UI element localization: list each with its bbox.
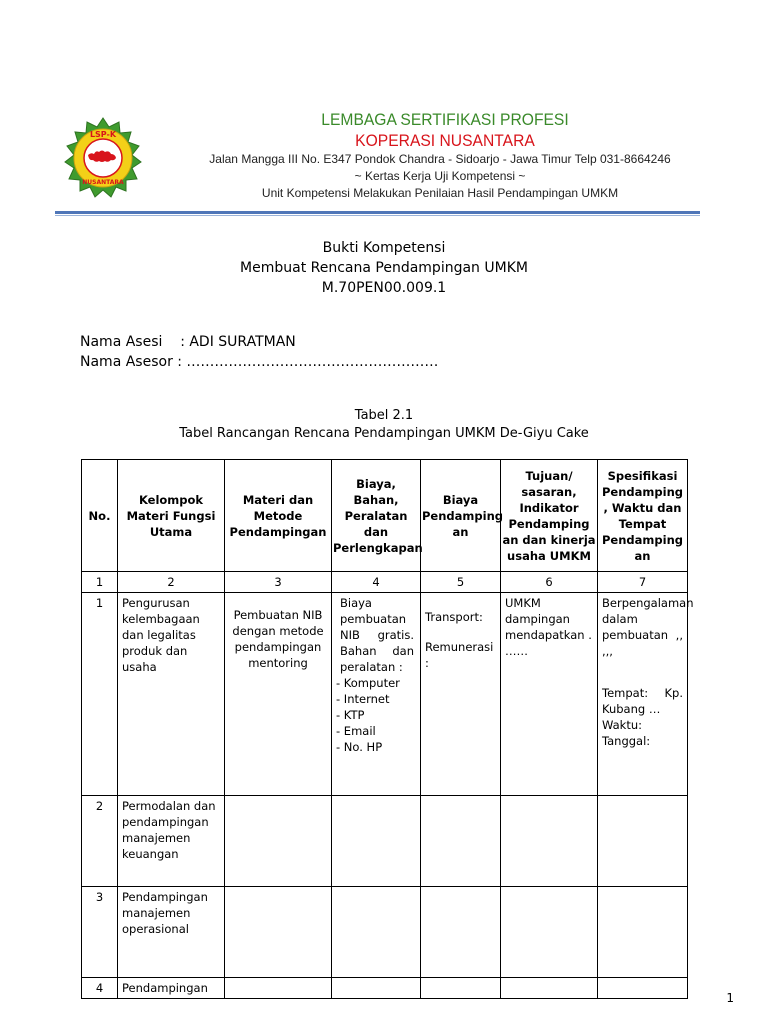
table-caption: Tabel Rancangan Rencana Pendampingan UMKM De-Giyu Cake [179,426,589,441]
org-name-line2: KOPERASI NUSANTARA [355,131,535,150]
page-number: 1 [726,991,734,1005]
biaya-item: - Komputer [336,676,400,690]
col-header-tujuan: Tujuan/ sasaran, Indikator Pendamping an dan kinerja usaha UMKM [501,460,598,572]
table-row [82,978,688,999]
col-number: 2 [118,572,225,593]
lsp-logo [62,117,144,199]
spesifikasi-tempat: Tempat: Kp. Kubang … [602,686,683,716]
col-header-biaya-pendampingan: Biaya Pendamping an [421,460,501,572]
header-divider [55,211,700,214]
spesifikasi-tanggal: Tanggal: [602,734,651,748]
col-header-biaya-bahan: Biaya, Bahan, Peralatan dan Perlengkapan [332,460,421,572]
plan-table [81,459,694,999]
unit-title: Unit Kompetensi Melakukan Penilaian Hasil Pendampingan UMKM [261,186,619,200]
table-row [82,887,688,978]
biaya-item: - Internet [336,692,390,706]
col-number: 7 [598,572,688,593]
doc-code: M.70PEN00.009.1 [321,280,447,296]
row-tujuan: UMKM dampingan mendapatkan . …… [501,593,598,796]
row-no: 3 [82,887,118,978]
row-biaya-pendampingan [421,593,501,796]
doc-subtitle: ~ Kertas Kerja Uji Kompetensi ~ [354,169,526,183]
table-label: Tabel 2.1 [354,408,414,423]
biaya-item: - No. HP [336,740,383,754]
biaya-item: - Email [336,724,376,738]
spesifikasi-pengalaman: Berpengalaman dalam pembuatan ,, ,,, [602,596,694,658]
col-number: 4 [332,572,421,593]
biaya-item: - KTP [336,708,365,722]
col-number: 1 [82,572,118,593]
header-divider-thin [55,215,700,216]
biaya-remunerasi: Remunerasi : [425,640,494,670]
biaya-bahan-intro: Biaya pembuatan NIB gratis. Bahan dan peralatan : [340,596,414,674]
table-row [82,796,688,887]
col-header-no: No. [82,460,118,572]
row-materi: Pembuatan NIB dengan metode pendampingan mentoring [225,593,332,796]
table-header-row [82,460,688,572]
row-kelompok: Pengurusan kelembagaan dan legalitas produk dan usaha [118,593,225,796]
row-kelompok: Pendampingan manajemen operasional [118,887,225,978]
org-name-line1: LEMBAGA SERTIFIKASI PROFESI [321,110,569,129]
col-header-materi: Materi dan Metode Pendampingan [225,460,332,572]
row-spesifikasi [598,593,694,796]
org-address: Jalan Mangga III No. E347 Pondok Chandra - Sidoarjo - Jawa Timur Telp 031-8664246 [209,152,671,166]
col-number: 3 [225,572,332,593]
row-biaya-bahan [332,593,421,796]
row-kelompok: Permodalan dan pendampingan manajemen keuangan [118,796,225,887]
biaya-transport: Transport: [425,610,483,624]
row-no: 2 [82,796,118,887]
row-no: 4 [82,978,118,999]
asesi-name: Nama Asesi : ADI SURATMAN [80,334,296,350]
doc-title: Bukti Kompetensi [322,240,446,256]
col-number: 6 [501,572,598,593]
col-header-kelompok: Kelompok Materi Fungsi Utama [118,460,225,572]
asesor-name: Nama Asesor : ……………………………………………… [80,354,439,370]
table-row [82,593,688,796]
doc-title-2: Membuat Rencana Pendampingan UMKM [240,260,528,276]
row-kelompok: Pendampingan [118,978,225,999]
spesifikasi-waktu: Waktu: [602,718,643,732]
col-header-spesifikasi: Spesifikasi Pendamping , Waktu dan Tempat Pendamping an [598,460,688,572]
col-number: 5 [421,572,501,593]
logo-top-text: LSP-K [89,130,117,139]
table-number-row [82,572,688,593]
logo-bottom-text: NUSANTARA [82,179,124,186]
row-no: 1 [82,593,118,796]
